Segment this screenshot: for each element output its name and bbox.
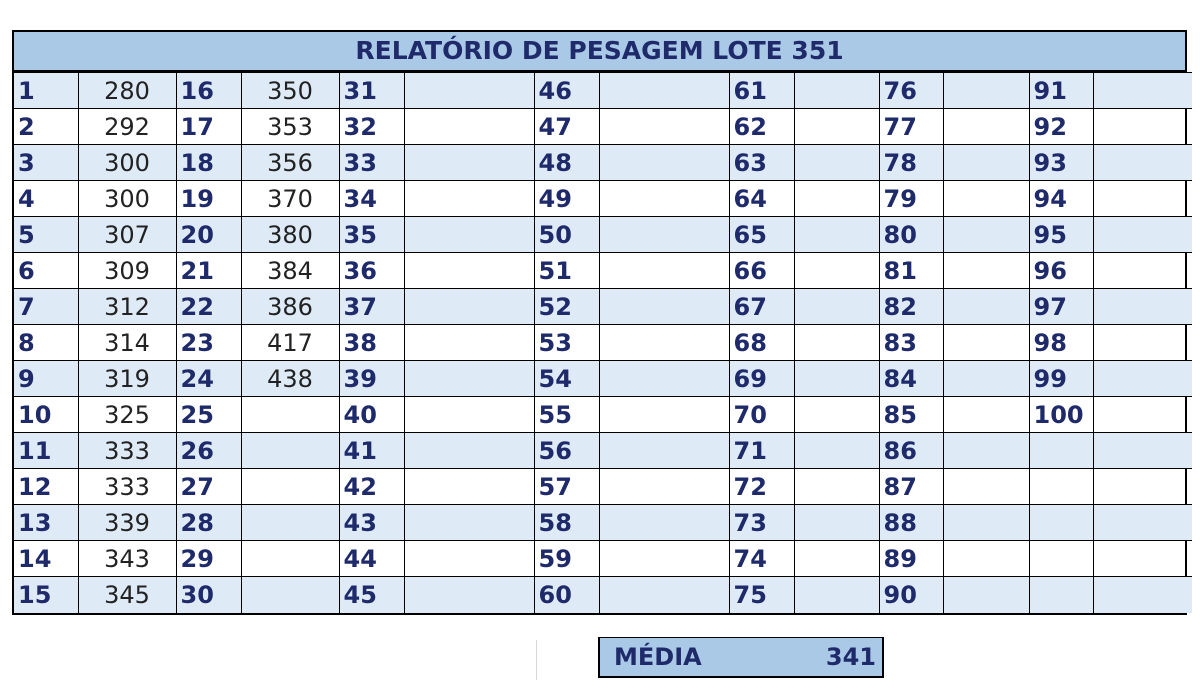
row-number: 100: [1029, 397, 1093, 433]
weight-cell: [943, 145, 1029, 181]
average-value: 341: [825, 643, 876, 671]
row-number: 92: [1029, 109, 1093, 145]
row-number: 14: [14, 541, 78, 577]
weight-cell: 325: [78, 397, 176, 433]
table-row: [14, 577, 1200, 613]
row-number: 53: [534, 325, 599, 361]
row-number: 66: [729, 253, 794, 289]
row-number: 97: [1029, 289, 1093, 325]
weight-cell: 370: [241, 181, 339, 217]
weight-cell: [943, 325, 1029, 361]
row-number: [1029, 433, 1093, 469]
weight-cell: [794, 577, 879, 613]
weight-cell: 280: [78, 73, 176, 109]
row-number: 59: [534, 541, 599, 577]
row-number: 76: [879, 73, 943, 109]
row-number: 7: [14, 289, 78, 325]
weight-cell: 438: [241, 361, 339, 397]
table-row: [14, 433, 1200, 469]
row-number: 90: [879, 577, 943, 613]
row-number: 85: [879, 397, 943, 433]
row-number: 32: [339, 109, 404, 145]
weight-cell: [404, 577, 534, 613]
weight-cell: [943, 397, 1029, 433]
row-number: 19: [176, 181, 241, 217]
weight-cell: [1093, 577, 1192, 613]
weight-cell: 343: [78, 541, 176, 577]
weight-cell: [943, 253, 1029, 289]
weight-cell: [1093, 505, 1192, 541]
weight-cell: [241, 577, 339, 613]
weight-cell: [1093, 469, 1192, 505]
row-number: 68: [729, 325, 794, 361]
average-label: MÉDIA: [614, 643, 702, 671]
weight-cell: [794, 361, 879, 397]
row-number: 45: [339, 577, 404, 613]
row-number: 36: [339, 253, 404, 289]
weighing-report-sheet: [12, 30, 1187, 615]
weight-cell: [599, 577, 729, 613]
weight-cell: 309: [78, 253, 176, 289]
row-number: 49: [534, 181, 599, 217]
row-number: 55: [534, 397, 599, 433]
table-row: [14, 541, 1200, 577]
row-number: 16: [176, 73, 241, 109]
weight-cell: 350: [241, 73, 339, 109]
weight-cell: 292: [78, 109, 176, 145]
weight-cell: [943, 73, 1029, 109]
weight-cell: [943, 433, 1029, 469]
weight-cell: [794, 253, 879, 289]
row-number: 13: [14, 505, 78, 541]
weight-cell: [794, 145, 879, 181]
table-row: [14, 325, 1200, 361]
row-number: 58: [534, 505, 599, 541]
weight-cell: [404, 145, 534, 181]
weight-cell: [404, 361, 534, 397]
divider: [536, 640, 537, 680]
row-number: 2: [14, 109, 78, 145]
row-number: 69: [729, 361, 794, 397]
table-row: [14, 289, 1200, 325]
table-row: [14, 253, 1200, 289]
weight-cell: 384: [241, 253, 339, 289]
row-number: 5: [14, 217, 78, 253]
weight-cell: [794, 109, 879, 145]
row-number: 47: [534, 109, 599, 145]
weight-cell: [599, 433, 729, 469]
weight-cell: 312: [78, 289, 176, 325]
weight-cell: [1093, 433, 1192, 469]
table-row: [14, 181, 1200, 217]
row-number: [1029, 505, 1093, 541]
weight-cell: 300: [78, 181, 176, 217]
weight-cell: 417: [241, 325, 339, 361]
row-number: 8: [14, 325, 78, 361]
row-number: 79: [879, 181, 943, 217]
table-row: [14, 397, 1200, 433]
row-number: [1029, 577, 1093, 613]
weight-cell: [599, 253, 729, 289]
row-number: 35: [339, 217, 404, 253]
row-number: 26: [176, 433, 241, 469]
row-number: 75: [729, 577, 794, 613]
row-number: 91: [1029, 73, 1093, 109]
weight-cell: [794, 469, 879, 505]
row-number: 20: [176, 217, 241, 253]
row-number: [1029, 469, 1093, 505]
weight-cell: 356: [241, 145, 339, 181]
row-number: 25: [176, 397, 241, 433]
weight-cell: [943, 217, 1029, 253]
row-number: 42: [339, 469, 404, 505]
weight-cell: [943, 577, 1029, 613]
table-row: [14, 469, 1200, 505]
weight-cell: [404, 109, 534, 145]
table-row: [14, 505, 1200, 541]
row-number: 67: [729, 289, 794, 325]
row-number: 37: [339, 289, 404, 325]
weight-cell: [599, 73, 729, 109]
row-number: 30: [176, 577, 241, 613]
weight-cell: [599, 361, 729, 397]
row-number: 74: [729, 541, 794, 577]
weight-cell: [404, 433, 534, 469]
row-number: 77: [879, 109, 943, 145]
row-number: 31: [339, 73, 404, 109]
weight-cell: 353: [241, 109, 339, 145]
table-row: [14, 145, 1200, 181]
row-number: 15: [14, 577, 78, 613]
row-number: 40: [339, 397, 404, 433]
row-number: 6: [14, 253, 78, 289]
row-number: 11: [14, 433, 78, 469]
weight-cell: [404, 469, 534, 505]
row-number: 44: [339, 541, 404, 577]
row-number: 72: [729, 469, 794, 505]
weight-cell: [599, 217, 729, 253]
average-box: [598, 637, 884, 678]
weight-cell: 319: [78, 361, 176, 397]
row-number: 48: [534, 145, 599, 181]
row-number: 62: [729, 109, 794, 145]
weight-cell: [599, 325, 729, 361]
weight-cell: [241, 541, 339, 577]
row-number: 46: [534, 73, 599, 109]
row-number: 63: [729, 145, 794, 181]
row-number: 24: [176, 361, 241, 397]
row-number: 43: [339, 505, 404, 541]
weight-cell: [241, 397, 339, 433]
row-number: 87: [879, 469, 943, 505]
weight-cell: [794, 433, 879, 469]
row-number: 9: [14, 361, 78, 397]
row-number: 83: [879, 325, 943, 361]
row-number: 70: [729, 397, 794, 433]
row-number: 41: [339, 433, 404, 469]
row-number: 64: [729, 181, 794, 217]
report-title: RELATÓRIO DE PESAGEM LOTE 351: [14, 32, 1185, 72]
row-number: 84: [879, 361, 943, 397]
weight-cell: 314: [78, 325, 176, 361]
weight-cell: [599, 145, 729, 181]
row-number: 4: [14, 181, 78, 217]
row-number: 73: [729, 505, 794, 541]
row-number: 54: [534, 361, 599, 397]
weight-cell: [794, 397, 879, 433]
row-number: 17: [176, 109, 241, 145]
row-number: 34: [339, 181, 404, 217]
row-number: 78: [879, 145, 943, 181]
weight-cell: [794, 325, 879, 361]
weight-cell: 307: [78, 217, 176, 253]
weight-cell: [794, 73, 879, 109]
row-number: 51: [534, 253, 599, 289]
weight-cell: [943, 469, 1029, 505]
weight-cell: [599, 397, 729, 433]
row-number: 21: [176, 253, 241, 289]
weight-cell: [794, 505, 879, 541]
table-row: [14, 109, 1200, 145]
row-number: 10: [14, 397, 78, 433]
row-number: 33: [339, 145, 404, 181]
weight-cell: [1093, 217, 1192, 253]
row-number: 50: [534, 217, 599, 253]
weight-cell: [1093, 145, 1192, 181]
weight-cell: [241, 505, 339, 541]
weight-cell: [794, 541, 879, 577]
weight-cell: [404, 181, 534, 217]
row-number: 88: [879, 505, 943, 541]
weight-cell: [599, 181, 729, 217]
weight-cell: 333: [78, 469, 176, 505]
row-number: 39: [339, 361, 404, 397]
row-number: 94: [1029, 181, 1093, 217]
weight-cell: [794, 181, 879, 217]
weight-cell: [1093, 289, 1192, 325]
weight-cell: [1093, 361, 1192, 397]
table-row: [14, 217, 1200, 253]
weight-cell: [943, 541, 1029, 577]
row-number: 1: [14, 73, 78, 109]
weight-cell: [404, 253, 534, 289]
weight-cell: [943, 181, 1029, 217]
row-number: 52: [534, 289, 599, 325]
weight-cell: [1093, 541, 1192, 577]
weight-cell: [241, 433, 339, 469]
weight-cell: [404, 541, 534, 577]
weight-cell: [404, 289, 534, 325]
weight-cell: 339: [78, 505, 176, 541]
row-number: 57: [534, 469, 599, 505]
row-number: 3: [14, 145, 78, 181]
row-number: 71: [729, 433, 794, 469]
weight-cell: [943, 361, 1029, 397]
row-number: 65: [729, 217, 794, 253]
table-row: [14, 361, 1200, 397]
weight-cell: [599, 289, 729, 325]
weight-cell: [1093, 397, 1192, 433]
weight-cell: [404, 325, 534, 361]
weights-table: [14, 72, 1200, 613]
row-number: 22: [176, 289, 241, 325]
weight-cell: 300: [78, 145, 176, 181]
row-number: 29: [176, 541, 241, 577]
weight-cell: 386: [241, 289, 339, 325]
weight-cell: [599, 541, 729, 577]
row-number: 86: [879, 433, 943, 469]
row-number: 23: [176, 325, 241, 361]
row-number: 93: [1029, 145, 1093, 181]
weight-cell: [943, 289, 1029, 325]
weight-cell: [404, 505, 534, 541]
row-number: 96: [1029, 253, 1093, 289]
weight-cell: [1093, 109, 1192, 145]
weight-cell: [794, 217, 879, 253]
row-number: 61: [729, 73, 794, 109]
table-row: [14, 73, 1200, 109]
weight-cell: [241, 469, 339, 505]
row-number: 18: [176, 145, 241, 181]
weight-cell: [599, 109, 729, 145]
weight-cell: 380: [241, 217, 339, 253]
row-number: 12: [14, 469, 78, 505]
weight-cell: 333: [78, 433, 176, 469]
row-number: 28: [176, 505, 241, 541]
row-number: [1029, 541, 1093, 577]
weight-cell: [1093, 73, 1192, 109]
row-number: 80: [879, 217, 943, 253]
weight-cell: [794, 289, 879, 325]
row-number: 81: [879, 253, 943, 289]
row-number: 99: [1029, 361, 1093, 397]
weight-cell: [404, 397, 534, 433]
weight-cell: [404, 217, 534, 253]
weight-cell: [1093, 181, 1192, 217]
weight-cell: [1093, 253, 1192, 289]
weight-cell: [1093, 325, 1192, 361]
weight-cell: [943, 109, 1029, 145]
row-number: 56: [534, 433, 599, 469]
weight-cell: [943, 505, 1029, 541]
row-number: 38: [339, 325, 404, 361]
row-number: 60: [534, 577, 599, 613]
weight-cell: [599, 469, 729, 505]
row-number: 98: [1029, 325, 1093, 361]
row-number: 95: [1029, 217, 1093, 253]
row-number: 82: [879, 289, 943, 325]
weight-cell: 345: [78, 577, 176, 613]
weight-cell: [599, 505, 729, 541]
row-number: 89: [879, 541, 943, 577]
weight-cell: [404, 73, 534, 109]
row-number: 27: [176, 469, 241, 505]
